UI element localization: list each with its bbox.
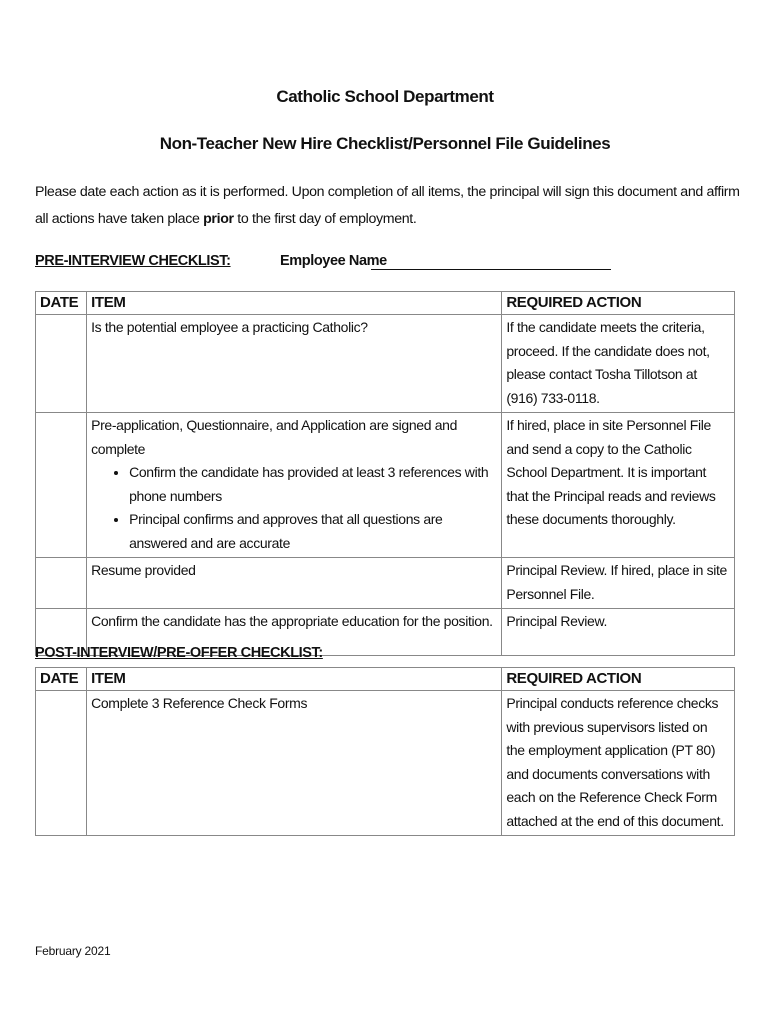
table-row <box>36 315 735 413</box>
intro-text-1: Please date each action as it is performed. Upon completion of all items, the principal will sign this document and affirm all actions have taken place <box>35 184 740 227</box>
pre-interview-table <box>35 291 735 656</box>
date-cell[interactable] <box>36 691 87 836</box>
footer-date: February 2021 <box>35 944 111 958</box>
item-column-header: ITEM <box>87 292 502 315</box>
action-cell: Principal Review. If hired, place in site Personnel File. <box>502 558 735 609</box>
date-cell[interactable] <box>36 413 87 558</box>
date-cell[interactable] <box>36 315 87 413</box>
action-column-header: REQUIRED ACTION <box>502 668 735 691</box>
intro-emphasis: prior <box>203 211 234 227</box>
document-title: Catholic School Department <box>276 87 494 106</box>
list-item: • Principal confirms and approves that all questions are answered and are accurate <box>129 508 496 555</box>
date-cell[interactable] <box>36 558 87 609</box>
table-row <box>36 691 735 836</box>
action-cell: If hired, place in site Personnel File and send a copy to the Catholic School Department. It is important that the Principal reads and reviews these documents thoroughly. <box>502 413 735 558</box>
item-cell: Is the potential employee a practicing Catholic? <box>87 315 502 413</box>
table-row <box>36 558 735 609</box>
intro-text-2: to the first day of employment. <box>233 211 417 227</box>
table-header-row <box>36 292 735 315</box>
item-cell: Resume provided <box>87 558 502 609</box>
item-cell: Confirm the candidate has the appropriate education for the position. <box>87 609 502 656</box>
table-row <box>36 413 735 558</box>
action-cell: Principal conducts reference checks with previous supervisors listed on the employment application (PT 80) and documents conversations with each on the Reference Check Form attached at the end of this document. <box>502 691 735 836</box>
document-subtitle: Non-Teacher New Hire Checklist/Personnel File Guidelines <box>159 134 611 153</box>
post-interview-heading: POST-INTERVIEW/PRE-OFFER CHECKLIST: <box>35 645 323 661</box>
action-column-header: REQUIRED ACTION <box>502 292 735 315</box>
item-bullet-list <box>91 461 496 555</box>
item-cell <box>87 413 502 558</box>
item-cell: Complete 3 Reference Check Forms <box>87 691 502 836</box>
date-column-header: DATE <box>36 668 87 691</box>
item-column-header: ITEM <box>87 668 502 691</box>
action-cell: If the candidate meets the criteria, proceed. If the candidate does not, please contact Tosha Tillotson at (916) 733-0118. <box>502 315 735 413</box>
intro-paragraph <box>35 179 740 233</box>
action-cell: Principal Review. <box>502 609 735 656</box>
pre-interview-heading: PRE-INTERVIEW CHECKLIST: <box>35 253 231 269</box>
employee-name-label: Employee Name <box>280 253 387 269</box>
table-header-row <box>36 668 735 691</box>
employee-name-field[interactable] <box>371 269 611 270</box>
item-text: Pre-application, Questionnaire, and Application are signed and complete <box>91 417 458 457</box>
date-column-header: DATE <box>36 292 87 315</box>
list-item: • Confirm the candidate has provided at least 3 references with phone numbers <box>129 461 496 508</box>
post-interview-table <box>35 667 735 836</box>
